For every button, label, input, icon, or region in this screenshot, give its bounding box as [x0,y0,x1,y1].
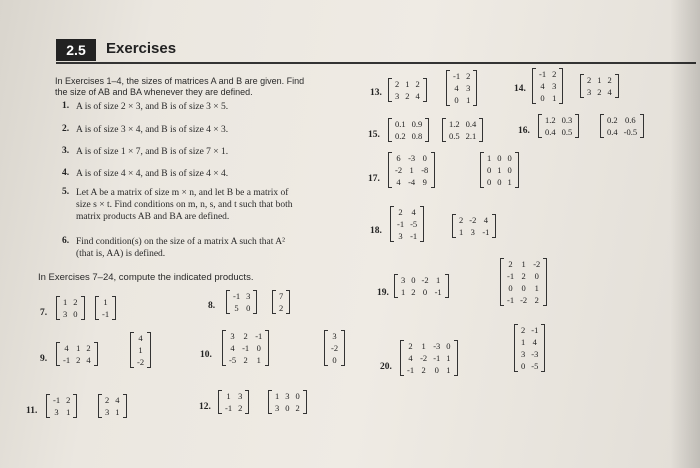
exercise-20-label: 20. [380,362,392,372]
exercise-12-label: 12. [199,402,211,412]
exercise-2-text: A is of size 3 × 4, and B is of size 4 × 3. [76,125,229,135]
matrix [388,152,435,188]
matrix [400,340,458,376]
matrix-entry: -2 [421,275,429,285]
matrix-entry: 1 [436,275,441,285]
matrix-entry: 4 [540,81,545,91]
matrix [46,394,77,418]
matrix-entry: 1 [405,79,410,89]
matrix-entry: 0 [411,275,416,285]
matrix-entry: -1 [407,365,415,375]
matrix-entry: 1 [103,297,108,307]
exercise-11-label: 11. [26,406,38,416]
matrix-entry: 1 [66,407,71,417]
matrix-entry: 0 [246,303,251,313]
matrix-entry: 3 [332,331,337,341]
matrix [388,78,427,102]
matrix-entry: 0.5 [449,131,460,141]
matrix [580,74,619,98]
matrix-entry: 3 [521,349,526,359]
matrix-entry: 1 [76,343,81,353]
matrix [218,390,249,414]
matrix-entry: 0.4 [607,127,618,137]
matrix-entry: 1 [597,75,602,85]
matrix-entry: 2 [459,215,464,225]
matrix-entry: 0 [422,287,428,297]
matrix-entry: 0.6 [625,115,636,125]
matrix-entry: 2 [295,403,300,413]
matrix-entry: 0.4 [465,119,477,129]
matrix-entry: -5 [531,361,539,371]
matrix [56,296,85,320]
matrix-entry: 2 [534,295,539,305]
exercise-5-line-1: Let A be a matrix of size m × n, and let B be a matrix of [76,188,289,198]
matrix-entry: 4 [408,353,413,363]
exercise-4-label: 4. [62,168,70,178]
matrix [98,394,127,418]
matrix-entry: 2 [76,355,81,365]
matrix [388,118,429,142]
matrix-entry: 2 [415,79,420,89]
matrix-entry: -1 [63,355,71,365]
matrix-entry: 7 [279,291,284,301]
matrix-entry: 1 [256,355,261,365]
matrix-entry: 0 [422,153,427,163]
matrix [600,114,644,138]
matrix [130,332,151,368]
matrix-entry: -2 [420,353,428,363]
matrix [95,296,116,320]
matrix-entry: 1 [521,337,526,347]
matrix-entry: 1 [552,93,557,103]
section-number: 2.5 [56,39,96,61]
exercise-16-label: 16. [518,126,530,136]
exercise-6-line-2: (that is, AA) is defined. [76,249,166,259]
matrix-entry: 3 [552,81,557,91]
matrix-entry: 0.8 [411,131,423,141]
matrix-entry: 0.9 [411,119,423,129]
matrix-entry: 1 [487,153,492,163]
matrix-entry: 2 [466,71,471,81]
matrix [272,290,290,314]
matrix-entry: -0.5 [623,127,638,137]
matrix-entry: -4 [408,177,416,187]
matrix-entry: 5 [234,303,239,313]
matrix-entry: 3 [395,91,400,101]
matrix-entry: -1 [53,395,61,405]
matrix-entry: 2 [398,207,403,217]
matrix-entry: -3 [408,153,416,163]
matrix-entry: -2 [137,357,145,367]
section-title: Exercises [106,40,177,57]
matrix-entry: 1 [63,297,68,307]
matrix-entry: -1 [539,69,547,79]
matrix-entry: 2 [243,355,248,365]
matrix-entry: 3 [587,87,592,97]
matrix-entry: 1.2 [449,119,460,129]
intro-7-24: In Exercises 7–24, compute the indicated products. [38,272,254,283]
matrix-entry: 2 [521,325,526,335]
matrix-entry: 0 [497,153,502,163]
matrix-entry: 1 [446,353,451,363]
matrix-entry: 3 [105,407,110,417]
exercise-8-label: 8. [208,301,216,311]
matrix [532,68,563,104]
matrix [226,290,257,314]
matrix-entry: 3 [63,309,68,319]
matrix-entry: -1 [255,331,263,341]
matrix-entry: 2 [66,395,71,405]
matrix-entry: 0 [285,403,290,413]
matrix [390,206,424,242]
matrix [446,70,477,106]
matrix-entry: 0 [540,93,545,103]
matrix-entry: 1 [421,341,426,351]
matrix-entry: 3 [275,403,280,413]
matrix-entry: -1 [225,403,233,413]
matrix-entry: 2 [243,331,248,341]
exercise-17-label: 17. [368,174,380,184]
matrix-entry: 3 [54,407,59,417]
matrix-entry: 0 [434,365,439,375]
matrix-entry: 2 [86,343,91,353]
matrix-entry: 4 [607,87,612,97]
matrix [442,118,483,142]
matrix-entry: 3 [398,231,403,241]
matrix-entry: 0 [454,95,459,105]
matrix-entry: -2 [469,215,477,225]
matrix-entry: 1 [115,407,120,417]
matrix-entry: 1.2 [545,115,556,125]
exercise-3-text: A is of size 1 × 7, and B is of size 7 × 1. [76,147,229,157]
exercise-19-label: 19. [377,288,389,298]
matrix [500,258,547,306]
matrix-entry: 4 [64,343,69,353]
matrix-entry: 4 [411,207,416,217]
matrix-entry: 3 [285,391,290,401]
matrix-entry: -2 [520,295,528,305]
matrix-entry: 4 [86,355,91,365]
matrix [268,390,307,414]
matrix-entry: -3 [433,341,441,351]
intro-line-1: In Exercises 1–4, the sizes of matrices A and B are given. Find [55,76,305,86]
matrix-entry: 2 [587,75,592,85]
matrix-entry: -1 [507,271,515,281]
matrix-entry: 1 [534,283,539,293]
matrix-entry: -1 [531,325,539,335]
exercise-1-label: 1. [62,101,70,111]
matrix-entry: -1 [242,343,250,353]
exercise-5-line-3: matrix products AB and BA are defined. [76,212,230,222]
matrix-entry: 0 [508,283,513,293]
matrix-entry: 3 [401,275,406,285]
exercise-15-label: 15. [368,130,380,140]
matrix-entry: 1 [466,95,471,105]
exercise-7-label: 7. [40,308,48,318]
matrix [222,330,269,366]
matrix-entry: 3 [466,83,471,93]
matrix-entry: 0 [295,391,300,401]
matrix-entry: 2 [552,69,557,79]
matrix-entry: -3 [531,349,539,359]
matrix-entry: 0.5 [561,127,573,137]
matrix-entry: 0 [521,361,526,371]
matrix-entry: 0.2 [607,115,618,125]
matrix-entry: 2 [405,91,410,101]
exercise-1-text: A is of size 2 × 3, and B is of size 3 × 5. [76,102,229,112]
exercise-9-label: 9. [40,354,48,364]
matrix-entry: 2.1 [465,131,477,141]
matrix-entry: -1 [453,71,461,81]
matrix [514,324,545,372]
matrix-entry: 2 [597,87,602,97]
matrix [324,330,345,366]
matrix-entry: 0 [487,177,492,187]
matrix-entry: 0 [497,177,502,187]
matrix-entry: 6 [396,153,401,163]
matrix-entry: 0 [73,309,78,319]
matrix [538,114,579,138]
matrix-entry: 2 [521,271,526,281]
exercise-4-text: A is of size 4 × 4, and B is of size 4 × 4. [76,169,229,179]
matrix-entry: 2 [395,79,400,89]
matrix-entry: 3 [470,227,475,237]
matrix-entry: 0 [507,153,512,163]
matrix-entry: 1 [497,165,502,175]
matrix-entry: 0 [507,165,512,175]
matrix-entry: 2 [508,259,513,269]
matrix-entry: 0.1 [395,119,406,129]
exercise-3-label: 3. [62,146,70,156]
matrix-entry: -2 [331,343,339,353]
exercise-13-label: 13. [370,88,382,98]
matrix-entry: 0 [256,343,261,353]
matrix-entry: 1 [521,259,526,269]
page-edge-shadow [670,0,700,468]
matrix-entry: 4 [396,177,401,187]
matrix-entry: 0 [332,355,337,365]
matrix-entry: -1 [102,309,110,319]
matrix-entry: 0 [534,271,539,281]
matrix-entry: -1 [410,231,418,241]
matrix-entry: 1 [275,391,280,401]
matrix-entry: 3 [230,331,235,341]
matrix-entry: -1 [397,219,405,229]
matrix-entry: -2 [395,165,403,175]
matrix [480,152,519,188]
matrix-entry: -1 [433,353,441,363]
matrix-entry: 1 [459,227,464,237]
matrix-entry: 2 [408,341,413,351]
matrix-entry: -5 [229,355,237,365]
matrix-entry: 9 [422,177,427,187]
matrix-entry: -1 [434,287,442,297]
matrix-entry: 3 [246,291,251,301]
matrix-entry: 4 [138,333,143,343]
exercise-14-label: 14. [514,84,526,94]
matrix-entry: -8 [421,165,429,175]
exercise-6-label: 6. [62,236,70,246]
exercise-6-line-1: Find condition(s) on the size of a matrix A such that A² [76,237,285,247]
matrix-entry: 2 [105,395,110,405]
matrix-entry: 4 [532,337,537,347]
matrix-entry: -5 [410,219,418,229]
matrix-entry: 1 [409,165,414,175]
matrix [452,214,496,238]
matrix [394,274,449,298]
matrix-entry: 2 [238,403,243,413]
matrix-entry: 0.2 [395,131,406,141]
matrix-entry: 1 [138,345,143,355]
matrix-entry: 2 [73,297,78,307]
matrix-entry: 1 [226,391,231,401]
exercise-2-label: 2. [62,124,70,134]
exercise-5-label: 5. [62,187,70,197]
matrix-entry: 4 [483,215,489,225]
matrix-entry: -1 [233,291,241,301]
matrix-entry: 2 [279,303,284,313]
matrix-entry: 2 [411,287,416,297]
matrix-entry: 0.3 [561,115,573,125]
matrix-entry: -2 [533,259,541,269]
matrix [56,342,98,366]
matrix-entry: 0 [446,341,451,351]
matrix-entry: 2 [607,75,612,85]
matrix-entry: 2 [421,365,426,375]
matrix-entry: 1 [507,177,512,187]
matrix-entry: -1 [507,295,515,305]
matrix-entry: 1 [446,365,451,375]
matrix-entry: 0 [521,283,526,293]
matrix-entry: 4 [115,395,120,405]
matrix-entry: 4 [230,343,235,353]
matrix-entry: 3 [238,391,243,401]
exercise-10-label: 10. [200,350,212,360]
matrix-entry: 4 [454,83,459,93]
matrix-entry: 0 [487,165,492,175]
matrix-entry: 1 [401,287,406,297]
matrix-entry: -1 [482,227,490,237]
intro-line-2: the size of AB and BA whenever they are defined. [55,87,253,97]
exercise-5-line-2: size s × t. Find conditions on m, n, s, and t such that both [76,200,293,210]
matrix-entry: 0.4 [545,127,556,137]
matrix-entry: 4 [415,91,420,101]
exercise-18-label: 18. [370,226,382,236]
